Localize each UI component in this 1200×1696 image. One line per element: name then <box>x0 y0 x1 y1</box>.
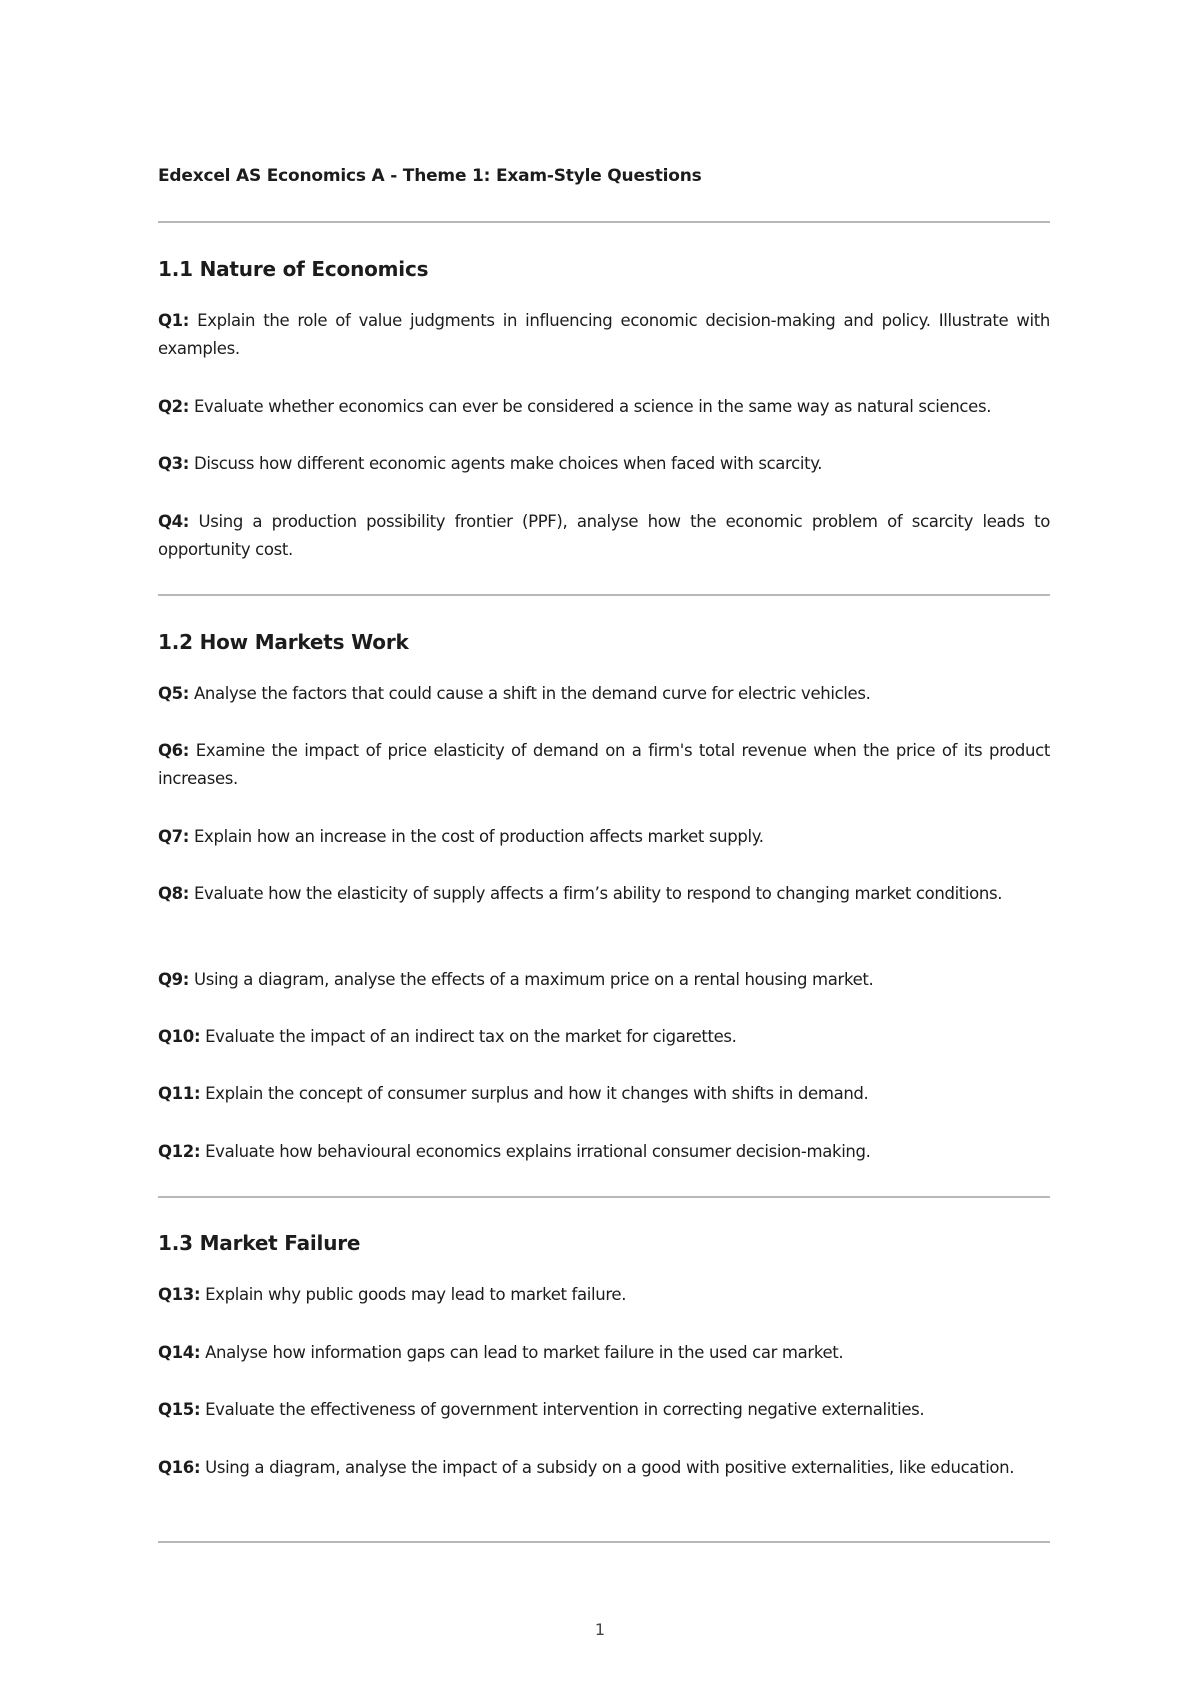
question-label: Q5: <box>158 684 190 703</box>
page-number: 1 <box>594 1620 606 1639</box>
question-item <box>158 1396 1050 1424</box>
question-item <box>158 1454 1050 1482</box>
question-item <box>158 508 1050 564</box>
question-item <box>158 823 1050 851</box>
question-text: Evaluate whether economics can ever be considered a science in the same way as natural sciences. <box>193 397 992 416</box>
question-label: Q4: <box>158 512 190 531</box>
question-text: Evaluate how behavioural economics explains irrational consumer decision-making. <box>205 1142 871 1161</box>
question-label: Q9: <box>158 970 190 989</box>
question-label: Q16: <box>158 1458 201 1477</box>
question-item <box>158 1138 1050 1166</box>
section-divider <box>158 1196 1050 1198</box>
question-label: Q12: <box>158 1142 201 1161</box>
section-heading-nature-of-economics: 1.1 Nature of Economics <box>158 257 429 281</box>
question-item <box>158 393 1050 421</box>
question-label: Q11: <box>158 1084 201 1103</box>
section-divider <box>158 1541 1050 1543</box>
question-text: Evaluate the impact of an indirect tax on the market for cigarettes. <box>205 1027 737 1046</box>
question-text: Analyse how information gaps can lead to market failure in the used car market. <box>205 1343 844 1362</box>
question-text: Evaluate the effectiveness of government intervention in correcting negative externalities. <box>205 1400 925 1419</box>
question-label: Q1: <box>158 311 190 330</box>
section-heading-how-markets-work: 1.2 How Markets Work <box>158 630 409 654</box>
question-item <box>158 1339 1050 1367</box>
question-text: Explain the concept of consumer surplus and how it changes with shifts in demand. <box>205 1084 869 1103</box>
question-text: Explain how an increase in the cost of production affects market supply. <box>193 827 764 846</box>
question-item <box>158 1080 1050 1108</box>
question-text: Explain why public goods may lead to market failure. <box>205 1285 627 1304</box>
question-text: Using a diagram, analyse the effects of a maximum price on a rental housing market. <box>193 970 874 989</box>
question-item <box>158 450 1050 478</box>
question-label: Q15: <box>158 1400 201 1419</box>
section-divider <box>158 221 1050 223</box>
question-text: Analyse the factors that could cause a shift in the demand curve for electric vehicles. <box>193 684 871 703</box>
question-item <box>158 1281 1050 1309</box>
question-label: Q3: <box>158 454 190 473</box>
question-item <box>158 680 1050 708</box>
question-item <box>158 1023 1050 1051</box>
section-divider <box>158 594 1050 596</box>
question-label: Q10: <box>158 1027 201 1046</box>
question-item <box>158 307 1050 363</box>
question-text: Using a diagram, analyse the impact of a subsidy on a good with positive externalities, like education. <box>205 1458 1015 1477</box>
section-heading-market-failure: 1.3 Market Failure <box>158 1231 361 1255</box>
question-label: Q2: <box>158 397 190 416</box>
question-text: Using a production possibility frontier (PPF), analyse how the economic problem of scarcity leads to opportunity cost. <box>158 512 1050 559</box>
question-text: Evaluate how the elasticity of supply affects a firm’s ability to respond to changing market conditions. <box>193 884 1003 903</box>
question-text: Discuss how different economic agents make choices when faced with scarcity. <box>193 454 823 473</box>
question-label: Q13: <box>158 1285 201 1304</box>
question-label: Q14: <box>158 1343 201 1362</box>
document-title: Edexcel AS Economics A - Theme 1: Exam-Style Questions <box>158 166 702 186</box>
question-label: Q8: <box>158 884 190 903</box>
question-item <box>158 880 1050 908</box>
question-item <box>158 966 1050 994</box>
question-text: Examine the impact of price elasticity of demand on a firm's total revenue when the price of its product increases. <box>158 741 1050 788</box>
question-item <box>158 737 1050 793</box>
question-label: Q6: <box>158 741 190 760</box>
question-text: Explain the role of value judgments in influencing economic decision-making and policy. Illustrate with examples. <box>158 311 1050 358</box>
question-label: Q7: <box>158 827 190 846</box>
